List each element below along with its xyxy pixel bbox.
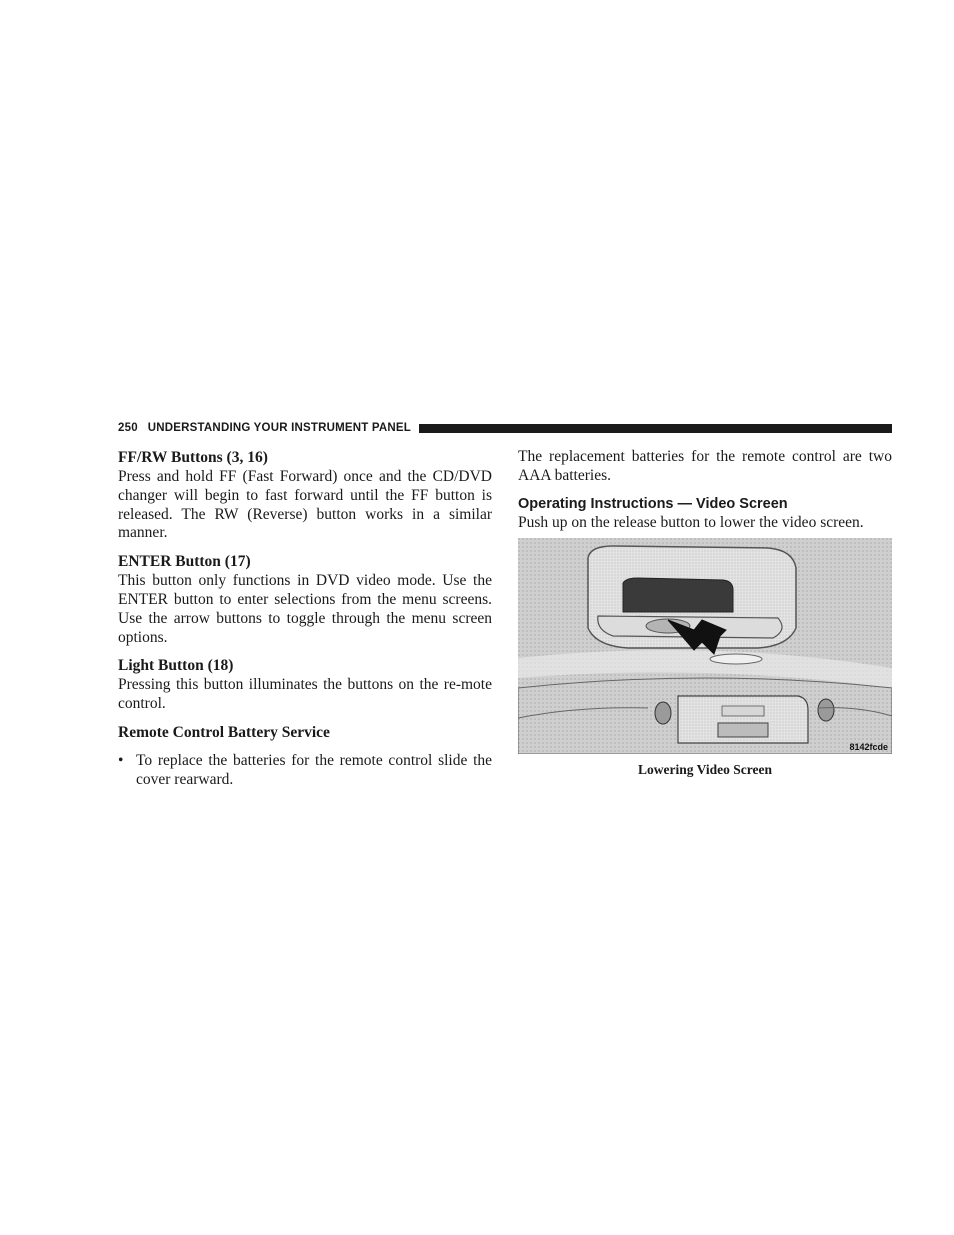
video-screen-drawing (518, 538, 892, 754)
figure-caption: Lowering Video Screen (638, 762, 772, 778)
running-head: UNDERSTANDING YOUR INSTRUMENT PANEL (147, 422, 411, 434)
video-heading: Operating Instructions — Video Screen (518, 495, 788, 512)
battery-heading: Remote Control Battery Service (118, 723, 330, 741)
ffrw-text: Press and hold FF (Fast Forward) once and the CD/DVD changer will begin to fast forward until the FF button is released. The RW (Reverse) button works in a similar manner. (118, 468, 492, 542)
battery-bullet (118, 752, 492, 790)
left-column (118, 448, 492, 790)
video-screen-illustration (518, 538, 892, 754)
right-column (518, 448, 892, 778)
video-text: Push up on the release button to lower the video screen. (518, 513, 864, 531)
enter-text: This button only functions in DVD video mode. Use the ENTER button to enter selections from the menu screens. Use the arrow buttons to toggle through the menu screen options. (118, 572, 492, 646)
light-heading: Light Button (18) (118, 657, 234, 675)
battery-text: The replacement batteries for the remote control are two AAA batteries. (518, 448, 892, 484)
bullet-marker: • (118, 751, 124, 769)
figure-code: 8142fcde (849, 742, 888, 753)
header-rule (419, 424, 892, 433)
battery-bullet-text: To replace the batteries for the remote control slide the cover rearward. (136, 751, 492, 788)
page-header (118, 420, 892, 436)
light-text: Pressing this button illuminates the buttons on the re-mote control. (118, 676, 492, 713)
enter-heading: ENTER Button (17) (118, 553, 251, 571)
page-number: 250 (118, 422, 138, 434)
ffrw-heading: FF/RW Buttons (3, 16) (118, 449, 268, 466)
